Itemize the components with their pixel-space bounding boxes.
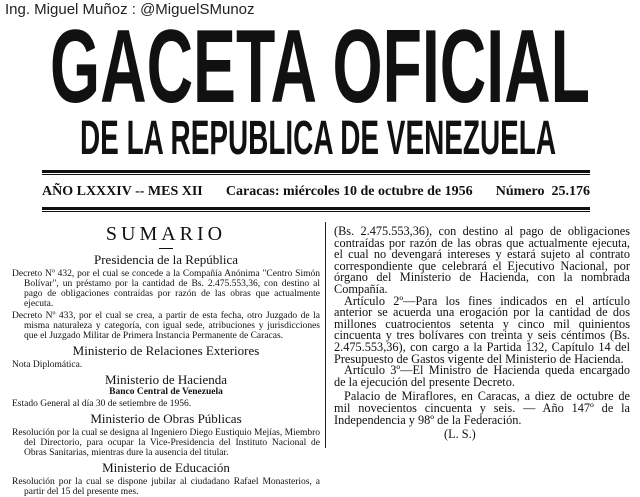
decree-column xyxy=(334,226,630,441)
sumario-item: Nota Diplomática. xyxy=(12,360,83,370)
seal-mark: (L. S.) xyxy=(444,427,476,442)
ministry-heading: Presidencia de la República xyxy=(93,252,239,267)
ministry-heading: Ministerio de Educación xyxy=(102,460,230,475)
paragraph: Artículo 2º—Para los fines indicados en el artículo anterior se acuerda una erogación por la cantidad de dos millones cuatrocientos setenta y cinco mil quinientos cincuenta y tres bolívares con treinta y seis céntimos (Bs. 2.475.553,36), con cargo a la Partida 132, Capítulo 14 del Presupuesto de Gastos vigente del Ministerio de Hacienda. xyxy=(334,293,630,366)
sumario-item: Resolución por la cual se designa al Ingeniero Diego Eustiquio Mejías, Miembro del Directorio, para ocupar la Vice-Presidencia del Instituto Nacional de Obras Sanitarias, mientras dure la ausencia del titular. xyxy=(12,428,320,458)
masthead-subtitle xyxy=(80,116,556,158)
ministry-heading: Ministerio de Hacienda xyxy=(104,372,227,387)
issue-number: Número 25.176 xyxy=(495,184,590,199)
sub-heading: Banco Central de Venezuela xyxy=(109,387,223,397)
sumario-heading: SUMARIO xyxy=(105,223,227,245)
sumario-item: Decreto Nº 432, por el cual se concede a la Compañía Anónima "Centro Simón Bolívar", un préstamo por la cantidad de Bs. 2.475.553,36, con destino al pago de obligaciones contraídas por razón de las obras que actualmente ejecuta. xyxy=(12,269,320,309)
ministry-heading: Ministerio de Relaciones Exteriores xyxy=(72,343,260,358)
masthead-title xyxy=(50,22,590,106)
sumario-item: Decreto Nº 433, por el cual se crea, a partir de esta fecha, otro Juzgado de la misma naturaleza y categoría, con igual sede, atribuciones y jurisdicciones que el Juzgado Militar de Primera Instancia Permanente de Caracas. xyxy=(12,311,320,341)
sumario-item: Estado General al día 30 de setiembre de 1956. xyxy=(12,399,192,409)
masthead-subtitle-text: DE LA REPUBLICA DE VENEZUELA xyxy=(80,116,556,158)
divider xyxy=(42,207,590,212)
sumario-column xyxy=(12,222,320,497)
paragraph: Palacio de Miraflores, en Caracas, a diez de octubre de mil novecientos cincuenta y seis. — Año 147º de la Independencia y 98º de la Federación. xyxy=(334,389,630,427)
issue-date: Caracas: miércoles 10 de octubre de 1956 xyxy=(225,184,473,199)
column-divider xyxy=(325,222,326,448)
paragraph: Artículo 3º—El Ministro de Hacienda queda encargado de la ejecución del presente Decreto. xyxy=(334,363,630,389)
divider xyxy=(42,170,590,175)
sumario-item: Resolución por la cual se dispone jubilar al ciudadano Rafael Monasterios, a partir del 15 del presente mes. xyxy=(12,477,320,497)
author-credit: Ing. Miguel Muñoz : @MiguelSMunoz xyxy=(5,1,255,18)
issue-year-month: AÑO LXXXIV -- MES XII xyxy=(42,184,203,199)
masthead-title-text: GACETA OFICIAL xyxy=(50,22,590,106)
divider xyxy=(159,248,173,249)
ministry-heading: Ministerio de Obras Públicas xyxy=(90,411,242,426)
dateline xyxy=(42,182,590,202)
paragraph: (Bs. 2.475.553,36), con destino al pago de obligaciones contraídas por razón de las obras que actualmente ejecuta, el cual no devengará intereses y estará sujeto al contrato correspondiente que celebrará el Ejecutivo Nacional, por órgano del Ministerio de Hacienda, con la nombrada Compañía. xyxy=(334,224,630,296)
